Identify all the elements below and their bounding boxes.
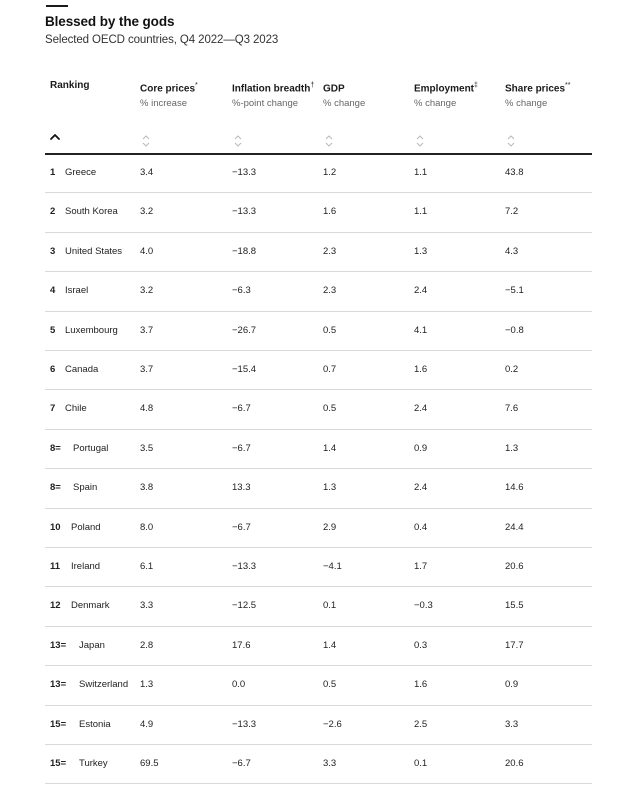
rank-cell: 12 — [50, 600, 61, 612]
country-cell: Israel — [65, 285, 89, 297]
inflation-breadth-cell: 17.6 — [232, 639, 251, 651]
inflation-breadth-cell: −6.7 — [232, 442, 251, 454]
gdp-cell: 0.7 — [323, 364, 337, 375]
share-prices-cell: 4.3 — [505, 245, 519, 257]
column-header-unit: % change — [505, 98, 548, 110]
employment-cell: 1.6 — [414, 679, 428, 691]
gdp-cell: 1.3 — [323, 482, 337, 494]
gdp-cell: 0.1 — [323, 600, 337, 612]
gdp-cell: 1.6 — [323, 206, 337, 218]
gdp-cell: 0.5 — [323, 679, 337, 691]
column-header-label: Share prices — [505, 83, 566, 95]
core-prices-cell: 3.5 — [140, 442, 154, 454]
inflation-breadth-cell: −6.7 — [232, 521, 251, 533]
sort-toggle-icon-svg — [140, 133, 152, 149]
rank-cell: 8= — [50, 482, 61, 494]
country-cell: Canada — [65, 364, 99, 375]
core-prices-cell: 8.0 — [140, 521, 154, 533]
rank-cell: 4 — [50, 285, 56, 297]
sort-toggle-icon-svg — [232, 133, 244, 149]
country-cell: Chile — [65, 403, 87, 415]
column-header-label: Ranking — [50, 80, 90, 91]
footnote-mark: * — [195, 82, 198, 89]
table-row — [45, 232, 592, 272]
employment-cell: 2.4 — [414, 403, 428, 415]
core-prices-cell: 3.4 — [140, 167, 154, 178]
share-prices-cell: −5.1 — [505, 285, 524, 297]
inflation-breadth-cell: −15.4 — [232, 364, 257, 375]
column-header-label: Core prices — [140, 83, 196, 95]
sort-toggle-icon[interactable] — [232, 133, 244, 149]
employment-cell: 2.5 — [414, 718, 428, 730]
column-header-unit: % change — [323, 98, 366, 110]
share-prices-cell: 1.3 — [505, 442, 519, 454]
inflation-breadth-cell: −13.3 — [232, 167, 257, 178]
table-row — [45, 705, 592, 745]
core-prices-cell: 4.0 — [140, 245, 154, 257]
country-cell: Greece — [65, 167, 97, 178]
column-header-gdp[interactable] — [323, 78, 365, 111]
core-prices-cell: 2.8 — [140, 639, 154, 651]
core-prices-cell: 3.7 — [140, 324, 154, 336]
table-row — [45, 350, 592, 390]
rank-cell: 15= — [50, 758, 67, 769]
column-header-inflation-breadth[interactable] — [232, 78, 314, 111]
gdp-cell: 2.3 — [323, 245, 337, 257]
core-prices-cell: 1.3 — [140, 679, 154, 691]
share-prices-cell: 7.6 — [505, 403, 519, 415]
column-header-core-prices[interactable] — [140, 78, 198, 111]
country-cell: Ireland — [71, 561, 101, 572]
rank-cell: 11 — [50, 561, 61, 572]
inflation-breadth-cell: −13.3 — [232, 718, 257, 730]
employment-cell: 4.1 — [414, 324, 428, 336]
gdp-cell: 2.9 — [323, 521, 337, 533]
rank-cell: 1 — [50, 167, 56, 178]
sort-toggle-icon[interactable] — [505, 133, 517, 149]
column-header-share-prices[interactable] — [505, 78, 571, 111]
table-row — [45, 626, 592, 666]
country-cell: Denmark — [71, 600, 110, 612]
rank-cell: 7 — [50, 403, 56, 415]
country-cell: Luxembourg — [65, 324, 118, 336]
employment-cell: −0.3 — [414, 600, 433, 612]
employment-cell: 2.4 — [414, 482, 428, 494]
rank-cell: 2 — [50, 206, 56, 218]
sort-toggle-icon-svg — [505, 133, 517, 149]
inflation-breadth-cell: −6.3 — [232, 285, 251, 297]
country-cell: Poland — [71, 521, 101, 533]
country-cell: Estonia — [79, 718, 111, 730]
table-row — [45, 468, 592, 508]
gdp-cell: 3.3 — [323, 758, 337, 769]
column-header-label: Employment — [414, 83, 475, 95]
table-row — [45, 192, 592, 232]
employment-cell: 1.3 — [414, 245, 428, 257]
core-prices-cell: 4.9 — [140, 718, 154, 730]
gdp-cell: 0.5 — [323, 324, 337, 336]
core-prices-cell: 6.1 — [140, 561, 154, 572]
rank-cell: 8= — [50, 442, 61, 454]
employment-cell: 1.7 — [414, 561, 428, 572]
core-prices-cell: 3.2 — [140, 206, 154, 218]
table-title: Blessed by the gods — [45, 14, 175, 29]
share-prices-cell: 24.4 — [505, 521, 524, 533]
gdp-cell: 1.4 — [323, 442, 337, 454]
inflation-breadth-cell: −13.3 — [232, 561, 257, 572]
gdp-cell: −2.6 — [323, 718, 342, 730]
rank-cell: 10 — [50, 521, 61, 533]
core-prices-cell: 4.8 — [140, 403, 154, 415]
table-row — [45, 547, 592, 587]
country-cell: South Korea — [65, 206, 118, 218]
table-row — [45, 429, 592, 469]
inflation-breadth-cell: −6.7 — [232, 403, 251, 415]
table-row — [45, 586, 592, 626]
gdp-cell: 1.2 — [323, 167, 337, 178]
employment-cell: 0.1 — [414, 758, 428, 769]
footnote-mark: ‡ — [474, 82, 478, 89]
sort-toggle-icon-svg — [414, 133, 426, 149]
inflation-breadth-cell: −6.7 — [232, 758, 251, 769]
rank-cell: 6 — [50, 364, 56, 375]
gdp-cell: 0.5 — [323, 403, 337, 415]
share-prices-cell: 7.2 — [505, 206, 519, 218]
footnote-mark: † — [310, 82, 315, 89]
share-prices-cell: 17.7 — [505, 639, 524, 651]
core-prices-cell: 69.5 — [140, 758, 159, 769]
sort-toggle-icon[interactable] — [140, 133, 152, 149]
caret-up-icon-svg — [49, 132, 61, 142]
table-row — [45, 153, 592, 193]
inflation-breadth-cell: −12.5 — [232, 600, 257, 612]
employment-cell: 0.3 — [414, 639, 428, 651]
table-row — [45, 389, 592, 429]
inflation-breadth-cell: −18.8 — [232, 245, 257, 257]
core-prices-cell: 3.7 — [140, 364, 154, 375]
share-prices-cell: 0.2 — [505, 364, 519, 375]
column-header-employment[interactable] — [414, 78, 478, 111]
inflation-breadth-cell: 13.3 — [232, 482, 251, 494]
sort-toggle-icon-svg — [323, 133, 335, 149]
sort-toggle-icon[interactable] — [323, 133, 335, 149]
country-cell: Portugal — [73, 442, 109, 454]
gdp-cell: −4.1 — [323, 561, 342, 572]
table-row — [45, 744, 592, 784]
table-row — [45, 665, 592, 705]
employment-cell: 2.4 — [414, 285, 428, 297]
table-row — [45, 508, 592, 548]
employment-cell: 0.4 — [414, 521, 428, 533]
share-prices-cell: 3.3 — [505, 718, 519, 730]
employment-cell: 1.1 — [414, 167, 428, 178]
table-row — [45, 311, 592, 351]
rank-cell: 5 — [50, 324, 56, 336]
table-subtitle: Selected OECD countries, Q4 2022—Q3 2023 — [45, 34, 279, 46]
share-prices-cell: 43.8 — [505, 167, 524, 178]
employment-cell: 1.1 — [414, 206, 428, 218]
core-prices-cell: 3.8 — [140, 482, 154, 494]
column-header-label: GDP — [323, 83, 345, 95]
share-prices-cell: 0.9 — [505, 679, 519, 691]
column-header-unit: % change — [414, 98, 457, 110]
inflation-breadth-cell: −26.7 — [232, 324, 257, 336]
gdp-cell: 1.4 — [323, 639, 337, 651]
share-prices-cell: 20.6 — [505, 561, 524, 572]
country-cell: Turkey — [79, 758, 108, 769]
caret-up-icon[interactable] — [49, 131, 61, 145]
inflation-breadth-cell: 0.0 — [232, 679, 246, 691]
share-prices-cell: 20.6 — [505, 758, 524, 769]
table-row — [45, 271, 592, 311]
rank-cell: 15= — [50, 718, 67, 730]
share-prices-cell: 15.5 — [505, 600, 524, 612]
country-cell: United States — [65, 245, 123, 257]
inflation-breadth-cell: −13.3 — [232, 206, 257, 218]
column-header-unit: %-point change — [232, 98, 299, 110]
country-cell: Japan — [79, 639, 105, 651]
rank-cell: 13= — [50, 679, 67, 691]
country-cell: Switzerland — [79, 679, 129, 691]
column-header-ranking[interactable] — [50, 78, 89, 93]
title-accent-rule — [46, 5, 68, 7]
sort-toggle-icon[interactable] — [414, 133, 426, 149]
country-cell: Spain — [73, 482, 98, 494]
column-header-unit: % increase — [140, 98, 187, 110]
column-header-label: Inflation breadth — [232, 83, 311, 95]
gdp-cell: 2.3 — [323, 285, 337, 297]
employment-cell: 1.6 — [414, 364, 428, 375]
share-prices-cell: 14.6 — [505, 482, 524, 494]
core-prices-cell: 3.3 — [140, 600, 154, 612]
employment-cell: 0.9 — [414, 442, 428, 454]
core-prices-cell: 3.2 — [140, 285, 154, 297]
share-prices-cell: −0.8 — [505, 324, 524, 336]
rank-cell: 3 — [50, 245, 56, 257]
rank-cell: 13= — [50, 639, 67, 651]
footnote-mark: ** — [565, 82, 571, 89]
